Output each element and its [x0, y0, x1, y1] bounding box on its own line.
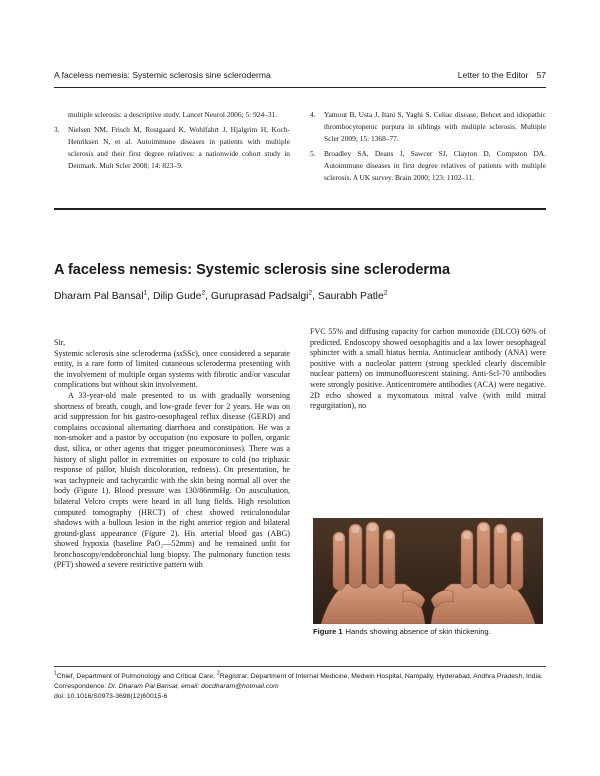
- article-title: A faceless nemesis: Systemic sclerosis sine scleroderma: [54, 262, 451, 278]
- doi: doi: 10.1016/S0973-3698(12)60015-6: [54, 693, 168, 700]
- author-separator: ,: [312, 291, 318, 302]
- affiliations: [54, 672, 546, 682]
- reference-column-left: [54, 109, 290, 175]
- correspondence-name: Dr. Dharam Pal Bansal,: [108, 683, 180, 690]
- affiliation-text: Chief, Department of Pulmonology and Critical Care,: [56, 673, 217, 680]
- header-rule: [54, 87, 546, 88]
- correspondence: [54, 682, 546, 692]
- page-number: 57: [536, 70, 546, 80]
- figure-caption-text: Hands showing absence of skin thickening.: [345, 627, 491, 636]
- author-list: [54, 291, 554, 302]
- reference-number: 4.: [310, 110, 316, 119]
- author-name: Guruprasad Padsalgi: [210, 291, 309, 302]
- affiliation-mark: 2: [216, 670, 220, 677]
- reference-text: Broadley SA, Deans J, Sawcer SJ, Clayton D, Compston DA. Autoimmune diseases in first degree relatives of patients with multiple sclerosis. A UK survey. Brain 2000; 123: 1102–11.: [324, 149, 546, 182]
- body-column-left: [54, 338, 290, 571]
- body-column-right: [310, 327, 546, 412]
- figure-caption: [313, 627, 546, 636]
- author-separator: ,: [147, 291, 153, 302]
- author-name: Dilip Gude: [152, 291, 202, 302]
- correspondence-email: docdharam@hotmail.com: [201, 683, 279, 690]
- affiliation-mark: 1: [54, 670, 57, 677]
- author-name: Saurabh Patle: [317, 291, 384, 302]
- reference-item: [54, 109, 290, 121]
- footnotes: [54, 672, 546, 702]
- reference-number: 5.: [310, 149, 316, 158]
- reference-column-right: [310, 109, 546, 187]
- author-affiliation-mark: 2: [383, 289, 388, 297]
- reference-item: [310, 109, 546, 145]
- affiliation-text: Registrar, Department of Internal Medicine, Medwin Hospital, Nampally, Hyderabad, Andhra Pradesh, India.: [219, 673, 543, 680]
- author-affiliation-mark: 2: [201, 289, 206, 297]
- correspondence-label: Correspondence:: [54, 683, 109, 690]
- running-head: [54, 70, 546, 82]
- author-affiliation-mark: 2: [308, 289, 313, 297]
- hands-illustration: [313, 518, 543, 624]
- footnote-rule: [54, 666, 546, 667]
- author-affiliation-mark: 1: [143, 289, 148, 297]
- salutation: Sir,: [54, 338, 66, 347]
- correspondence-email-label: email:: [179, 683, 202, 690]
- figure-label: Figure 1: [313, 627, 343, 636]
- section-divider: [54, 208, 546, 210]
- author-separator: ,: [205, 291, 211, 302]
- running-head-section: [458, 70, 546, 80]
- reference-text: Yamout B, Usta J, Itani S, Yaghi S. Celiac disease, Behcet and idiopathic thrombocytopenic purpura in siblings with multiple sclerosis. Multiple Scler 2009; 15: 1368–77.: [324, 110, 546, 143]
- body-paragraph: FVC 55% and diffusing capacity for carbon monoxide (DLCO) 60% of predicted. Endoscopy showed oesophagitis and a lax lower oesophageal sphincter with a small hiatus hernia. Antinuclear antibody (ANA) were positive with a nucleolar pattern (strong speckled clearly discernible nuclear pattern) on immunofluorescent staining. Anti-Scl-70 antibodies were strongly positive. Anticentromere antibodies (ACA) were negative. 2D echo showed a myxomatous mitral valve (with mild mitral regurgitation), no: [310, 327, 546, 411]
- running-head-title: A faceless nemesis: Systemic sclerosis sine scleroderma: [54, 70, 271, 80]
- figure-hands-photo: [313, 518, 543, 624]
- reference-item: [310, 148, 546, 184]
- author-name: Dharam Pal Bansal: [54, 291, 144, 302]
- body-paragraph: A 33-year-old male presented to us with gradually worsening shortness of breath, cough, and low-grade fever for 2 years. He was on acid suppression for his gastro-oesophageal reflux disease (GERD) and complains occasional alternating diarrhoea and constipation. He was a non-smoker and a pastor by occupation (no exposure to pollen, organic dust, silica, or other agents that trigger pneumoconioses). There was a history of slight pallor in extremities on exposure to cold (no triphasic response of pallor, bluish discoloration, redness). On presentation, he was tachypneic and tachycardic with the skin being normal all over the body (Figure 1). Blood pressure was 130/86mmHg. On auscultation, bilateral Velcro crepts were heard in all lung fields. High resolution computed tomography (HRCT) of chest showed reticulonodular shadows with a bullous lesion in the right anterior region and bilateral ground-glass appearance (Figure 2). His arterial blood gas (ABG) showed hypoxia (baseline PaO₂—52mm) and he remained unfit for bronchoscopy/endobronchial lung biopsy. The pulmonary function tests (PFT) showed a severe restrictive pattern with: [54, 390, 290, 570]
- running-head-section-label: Letter to the Editor: [457, 70, 529, 80]
- reference-text: Nielsen NM, Frisch M, Rostgaard K, Wohlfahrt J, Hjalgrim H, Koch-Henriksen N, et al. Autoimmune diseases in patients with multiple sclerosis and their first degree relatives: a nationwide cohort study in Denmark. Mult Scler 2008; 14: 823–9.: [68, 125, 290, 170]
- reference-number: 3.: [54, 125, 60, 134]
- reference-text: multiple sclerosis: a descriptive study. Lancet Neurol 2006; 5: 924–31.: [68, 110, 278, 119]
- body-paragraph: Systemic sclerosis sine scleroderma (ssSSc), once considered a separate entity, is a rare form of limited cutaneous scleroderma presenting with the involvement of multiple organ systems with fibrotic and/or vascular complications but without skin involvement.: [54, 348, 290, 390]
- reference-item: [54, 124, 290, 172]
